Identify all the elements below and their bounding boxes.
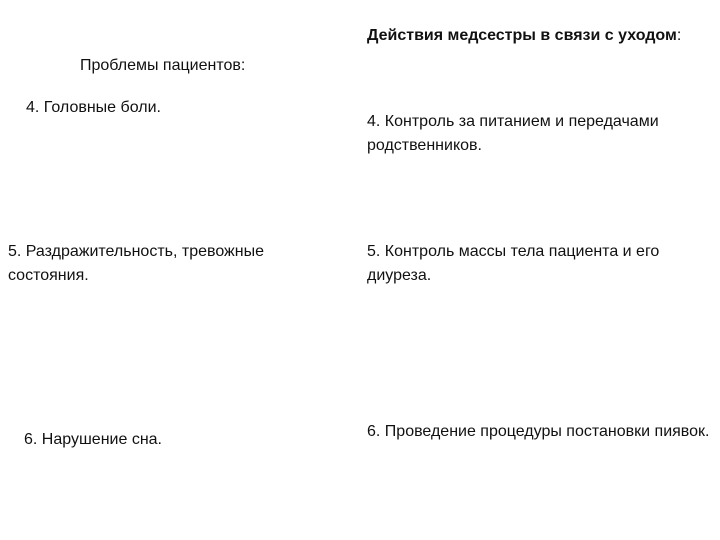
problem-item: 5. Раздражительность, тревожные состояния. (8, 243, 264, 284)
action-item: 5. Контроль массы тела пациента и его диуреза. (367, 243, 660, 284)
actions-header (367, 24, 707, 48)
problem-item: 6. Нарушение сна. (24, 431, 162, 448)
action-item: 4. Контроль за питанием и передачами родственников. (367, 113, 659, 154)
problems-header (80, 54, 320, 78)
action-item: 6. Проведение процедуры постановки пиявок. (367, 423, 710, 440)
actions-header-colon: : (676, 27, 682, 44)
problems-header-label: Проблемы пациентов (80, 57, 241, 74)
problem-item: 4. Головные боли. (26, 99, 161, 116)
actions-header-label: Действия медсестры в связи с уходом (367, 27, 677, 44)
problems-header-colon: : (240, 57, 246, 74)
